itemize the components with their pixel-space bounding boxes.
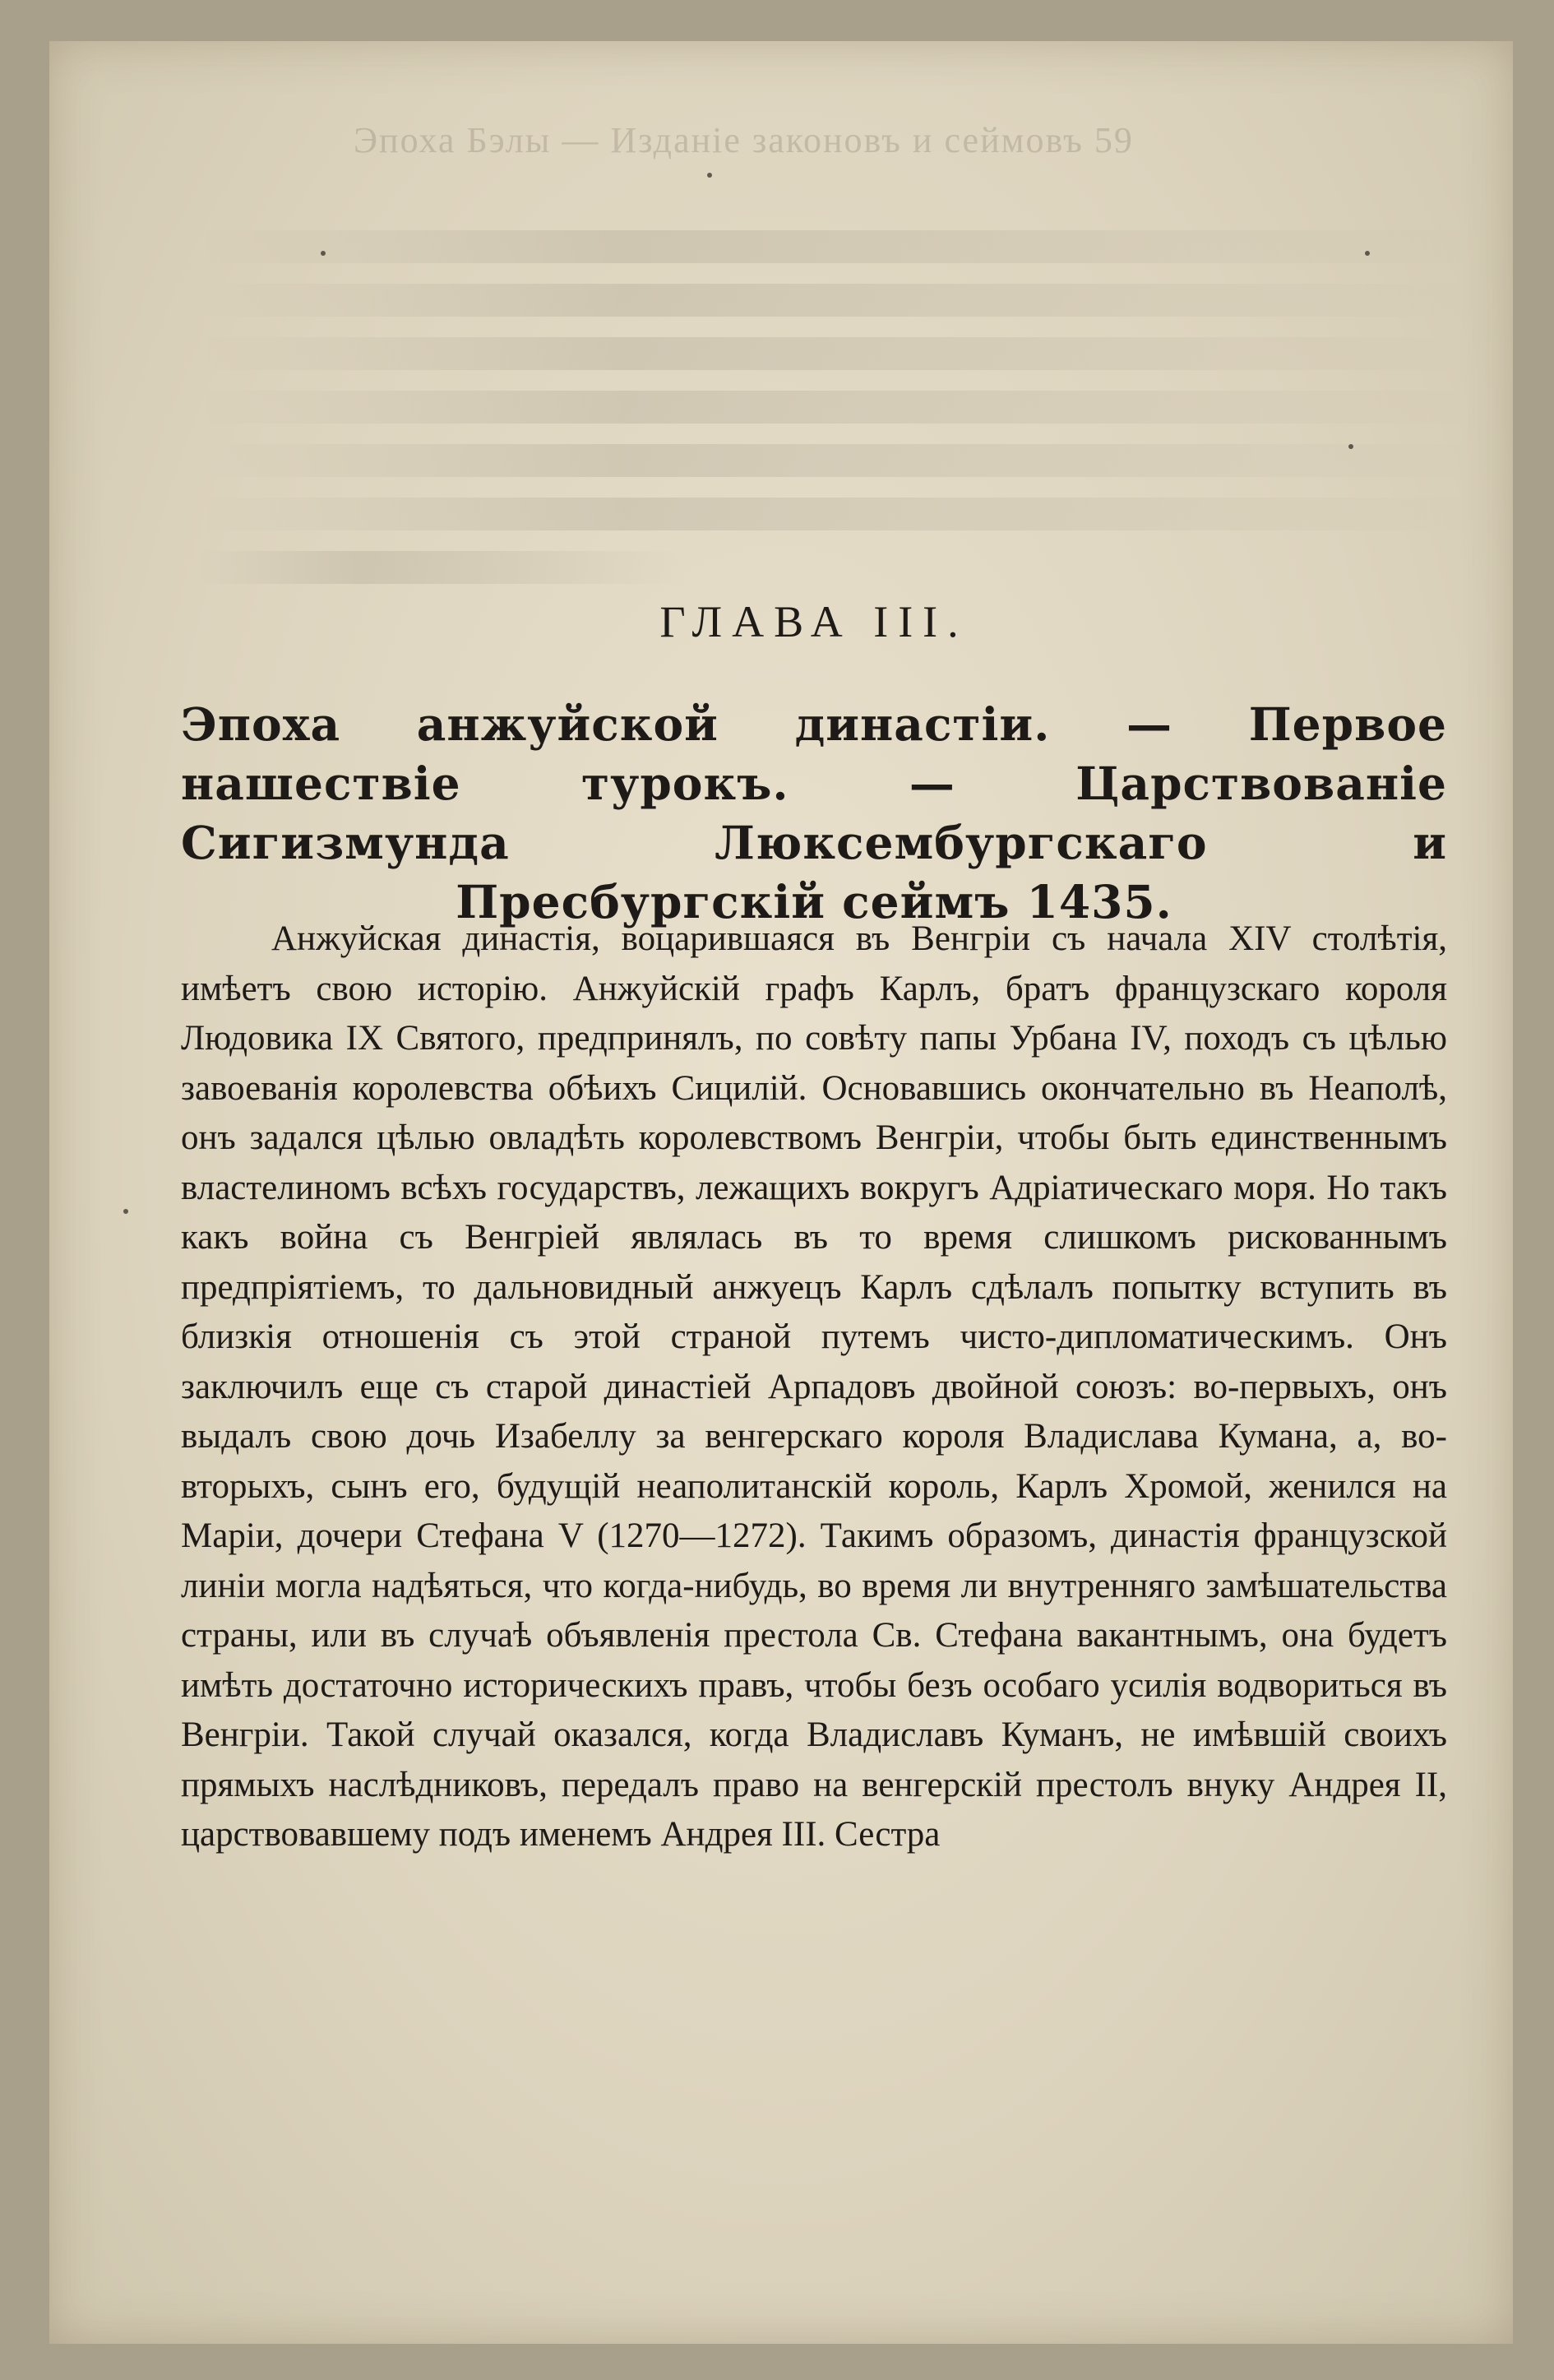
body-paragraph: Анжуйская династія, воцарившаяся въ Венгріи съ начала XIV столѣтія, имѣетъ свою исторію. Анжуйскій графъ Карлъ, братъ французскаго короля Людовика IX Святого, предпринялъ, по совѣту папы Урбана IV, походъ съ цѣлью завоеванія королевства обѣихъ Сицилій. Основавшись окончательно въ Неаполѣ, онъ задался цѣлью овладѣть королевствомъ Венгріи, чтобы быть единственнымъ властелиномъ всѣхъ государствъ, лежащихъ вокругъ Адріатическаго моря. Но такъ какъ война съ Венгріей являлась въ то время слишкомъ рискованнымъ предпріятіемъ, то дальновидный анжуецъ Карлъ сдѣлалъ попытку вступить въ близкія отношенія съ этой страной путемъ чисто-дипломатическимъ. Онъ заключилъ еще съ старой династіей Арпадовъ двойной союзъ: во-первыхъ, онъ выдалъ свою дочь Изабеллу за венгерскаго короля Владислава Кумана, а, во-вторыхъ, сынъ его, будущій неаполитанскій король, Карлъ Хромой, женился на Маріи, дочери Стефана V (1270—1272). Такимъ образомъ, династія французской линіи могла надѣяться, что когда-нибудь, во время ли внутренняго замѣшательства страны, или въ случаѣ объявленія престола Св. Стефана вакантнымъ, она будетъ имѣть достаточно историческихъ правъ, чтобы безъ особаго усилія водвориться въ Венгріи. Такой случай оказался, когда Владиславъ Куманъ, не имѣвшій своихъ прямыхъ наслѣдниковъ, передалъ право на венгерскій престолъ внуку Андрея II, царствовавшему подъ именемъ Андрея III. Сестра: [181, 919, 1447, 1854]
chapter-label: ГЛАВА III.: [659, 597, 969, 646]
ink-speck: [123, 1209, 128, 1214]
ink-speck: [707, 173, 712, 178]
show-through-line: [197, 498, 1480, 530]
show-through-line: [197, 391, 1480, 424]
ink-speck: [1365, 251, 1370, 256]
show-through-header: Эпоха Бэлы — Изданіе законовъ и сеймовъ 59: [354, 120, 1134, 160]
show-through-line: [197, 230, 1480, 263]
book-page: [49, 41, 1513, 2344]
show-through-line: [197, 337, 1480, 370]
ink-speck: [321, 251, 326, 256]
ink-speck: [1348, 444, 1353, 449]
show-through-line: [197, 284, 1480, 317]
show-through-line: [197, 551, 691, 584]
show-through-line: [197, 444, 1480, 477]
chapter-title: Эпоха анжуйской династіи. — Первое нашествіе турокъ. — Царствованіе Сигизмунда Люксембургскаго и Пресбургскій сеймъ 1435.: [181, 697, 1447, 928]
